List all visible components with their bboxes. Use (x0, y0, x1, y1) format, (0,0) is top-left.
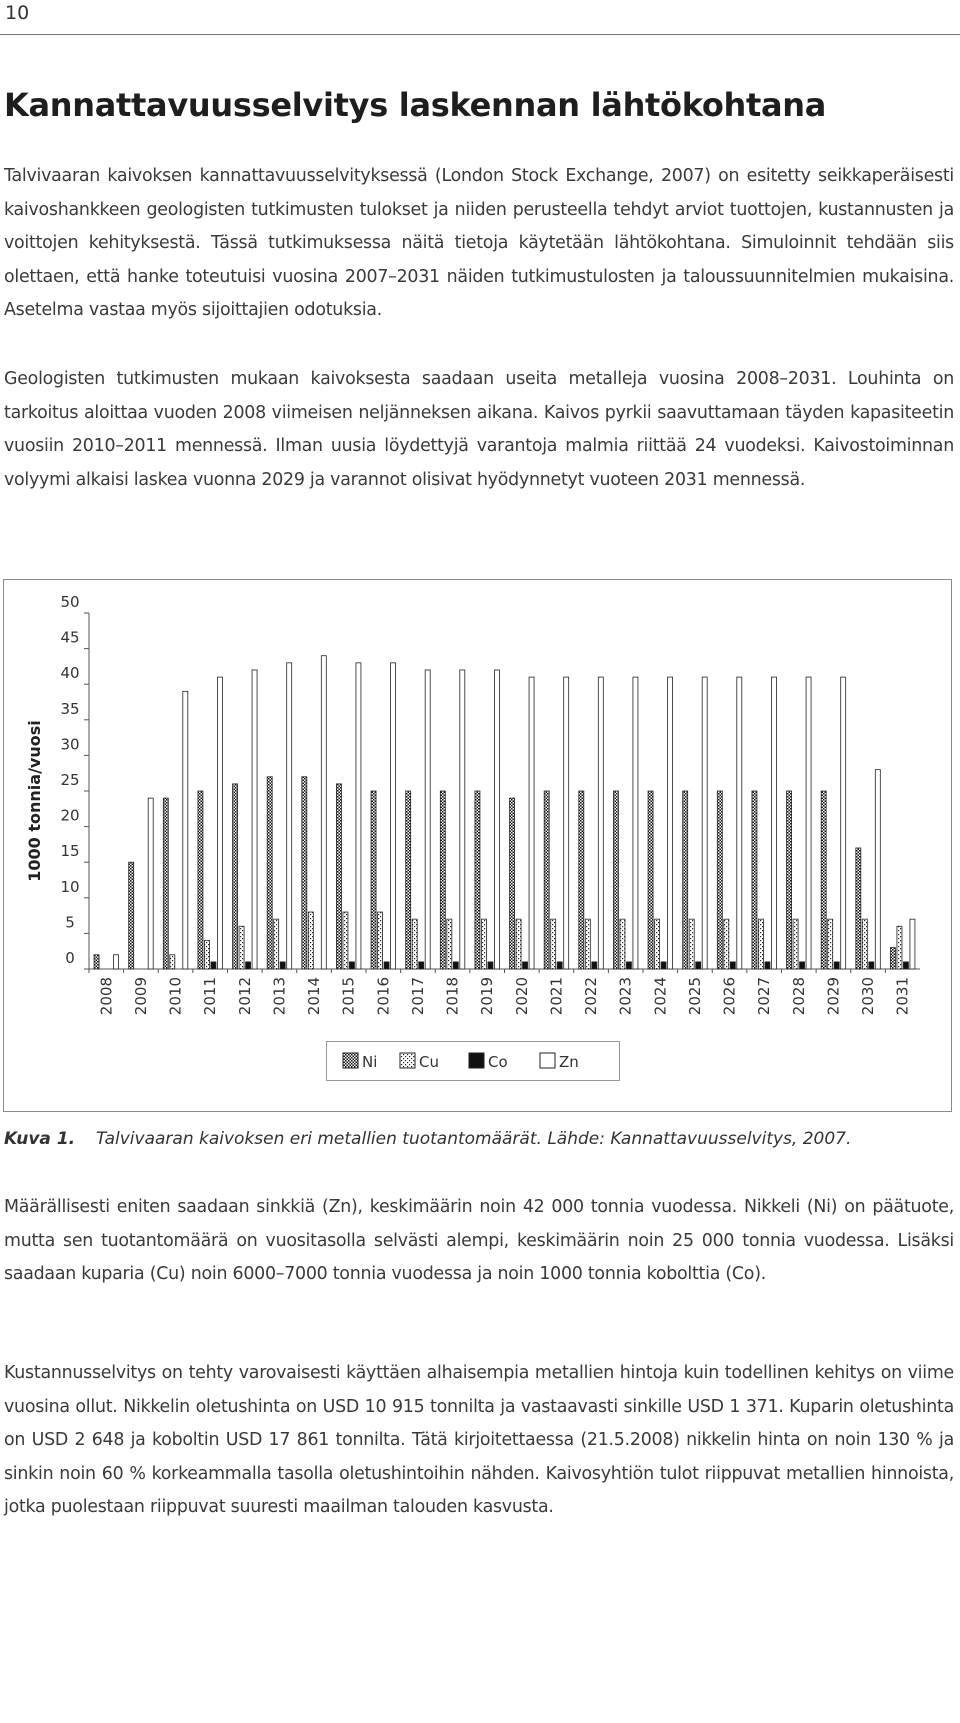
x-tick-label-2012: 2012 (235, 977, 254, 1016)
bar-co-2024 (661, 962, 666, 969)
x-tick-label-2009: 2009 (131, 977, 150, 1016)
bar-cu-2011 (204, 941, 209, 969)
bar-ni-2017 (406, 791, 411, 969)
x-tick-label-2019: 2019 (478, 977, 497, 1016)
x-tick-label-2008: 2008 (97, 977, 116, 1016)
bar-zn-2024 (668, 677, 673, 969)
bar-ni-2024 (648, 791, 653, 969)
bar-ni-2008 (94, 955, 99, 969)
bar-co-2011 (211, 962, 216, 969)
bar-cu-2016 (378, 912, 383, 969)
bar-cu-2021 (551, 919, 556, 969)
bar-co-2028 (800, 962, 805, 969)
bar-zn-2012 (252, 670, 257, 969)
y-tick-label: 40 (60, 664, 80, 683)
bar-co-2017 (419, 962, 424, 969)
x-tick-label-2024: 2024 (651, 977, 670, 1016)
bar-zn-2030 (875, 770, 880, 969)
bar-ni-2013 (267, 777, 272, 969)
x-tick-label-2021: 2021 (547, 977, 566, 1016)
bar-ni-2027 (752, 791, 757, 969)
y-tick-label: 30 (60, 735, 80, 754)
x-tick-label-2028: 2028 (789, 977, 808, 1016)
bar-cu-2027 (758, 919, 763, 969)
bar-zn-2009 (148, 798, 153, 969)
bar-zn-2016 (391, 663, 396, 969)
bar-zn-2026 (737, 677, 742, 969)
bar-co-2026 (730, 962, 735, 969)
bar-ni-2020 (510, 798, 515, 969)
bar-cu-2022 (585, 919, 590, 969)
y-tick-label: 0 (65, 949, 75, 967)
bar-zn-2014 (321, 656, 326, 969)
page-number: 10 (5, 2, 30, 24)
bar-zn-2027 (771, 677, 776, 969)
bar-zn-2017 (425, 670, 430, 969)
bar-ni-2025 (683, 791, 688, 969)
x-tick-label-2016: 2016 (374, 977, 393, 1016)
x-tick-label-2013: 2013 (270, 977, 289, 1016)
bar-cu-2012 (239, 926, 244, 969)
x-tick-label-2030: 2030 (859, 977, 878, 1016)
bar-co-2013 (280, 962, 285, 969)
bar-co-2018 (453, 962, 458, 969)
y-tick-label: 45 (60, 628, 80, 647)
paragraph-intro: Talvivaaran kaivoksen kannattavuusselvityksessä (London Stock Exchange, 2007) on esitetty seikkaperäisesti kaivoshankkeen geologisten tutkimusten tulokset ja niiden perusteella tehdyt arviot tuottojen, kustannusten ja voittojen kehityksestä. Tässä tutkimuksessa näitä tietoja käytetään lähtökohtana. Simuloinnit tehdään siis olettaen, että hanke toteutuisi vuosina 2007–2031 näiden tutkimustulosten ja taloussuunnitelmien mukaisina. Asetelma vastaa myös sijoittajien odotuksia. (4, 166, 954, 321)
bar-ni-2026 (717, 791, 722, 969)
bar-co-2019 (488, 962, 493, 969)
x-tick-label-2014: 2014 (305, 977, 324, 1016)
x-tick-label-2029: 2029 (824, 977, 843, 1016)
paragraph-production: Määrällisesti eniten saadaan sinkkiä (Zn), keskimäärin noin 42 000 tonnia vuodessa. Nikkeli (Ni) on päätuote, mutta sen tuotantomäärä on vuositasolla selvästi alempi, keskimäärin noin 25 000 tonnia vuodessa. Lisäksi saadaan kuparia (Cu) noin 6000–7000 tonnia vuodessa ja noin 1000 tonnia kobolttia (Co). (4, 1197, 954, 1285)
x-tick-label-2017: 2017 (408, 977, 427, 1016)
y-tick-label: 50 (60, 593, 80, 611)
y-axis-title: 1000 tonnia/vuosi (25, 720, 44, 882)
bar-zn-2010 (183, 691, 188, 969)
x-tick-label-2022: 2022 (582, 977, 601, 1016)
bar-zn-2013 (287, 663, 292, 969)
bar-zn-2028 (806, 677, 811, 969)
paragraph-costs: Kustannusselvitys on tehty varovaisesti käyttäen alhaisempia metallien hintoja kuin todellinen kehitys on viime vuosina ollut. Nikkelin oletushinta on USD 10 915 tonnilta ja vastaavasti sinkille USD 1 371. Kuparin oletushinta on USD 2 648 ja koboltin USD 17 861 tonnilta. Tätä kirjoitettaessa (21.5.2008) nikkelin hinta on noin 130 % ja sinkin noin 60 % korkeammalla tasolla oletushintoihin nähden. Kaivosyhtiön tulot riippuvat metallien hinnoista, jotka puolestaan riippuvat suuresti maailman talouden kasvusta. (4, 1363, 954, 1518)
header-rule (0, 34, 960, 35)
y-tick-label: 15 (60, 842, 80, 861)
bar-co-2025 (696, 962, 701, 969)
bar-ni-2010 (163, 798, 168, 969)
bar-cu-2013 (274, 919, 279, 969)
bar-ni-2031 (890, 948, 895, 969)
x-tick-label-2018: 2018 (443, 977, 462, 1016)
bar-cu-2017 (412, 919, 417, 969)
x-tick-label-2020: 2020 (512, 977, 531, 1016)
bar-ni-2014 (302, 777, 307, 969)
bar-ni-2016 (371, 791, 376, 969)
bar-ni-2022 (579, 791, 584, 969)
legend-label-co: Co (488, 1053, 508, 1071)
bar-zn-2022 (598, 677, 603, 969)
bar-cu-2028 (793, 919, 798, 969)
bar-zn-2015 (356, 663, 361, 969)
bar-ni-2019 (475, 791, 480, 969)
figure-number: Kuva 1. (4, 1129, 76, 1149)
bar-cu-2019 (481, 919, 486, 969)
y-tick-label: 10 (60, 877, 80, 896)
bar-ni-2015 (336, 784, 341, 969)
x-tick-label-2026: 2026 (720, 977, 739, 1016)
bar-ni-2009 (129, 862, 134, 969)
section-title: Kannattavuusselvitys laskennan lähtökohtana (4, 86, 827, 124)
legend-label-ni: Ni (362, 1053, 378, 1071)
bar-zn-2019 (494, 670, 499, 969)
figure-caption (4, 1129, 851, 1149)
bar-co-2027 (765, 962, 770, 969)
legend-swatch-zn (540, 1053, 555, 1068)
bar-zn-2031 (910, 919, 915, 969)
bar-co-2015 (349, 962, 354, 969)
bar-zn-2018 (460, 670, 465, 969)
bar-zn-2021 (564, 677, 569, 969)
bar-ni-2018 (440, 791, 445, 969)
bar-cu-2014 (308, 912, 313, 969)
legend-swatch-co (469, 1053, 484, 1068)
bar-zn-2023 (633, 677, 638, 969)
bar-ni-2021 (544, 791, 549, 969)
bar-cu-2015 (343, 912, 348, 969)
x-tick-label-2023: 2023 (616, 977, 635, 1016)
bar-co-2029 (834, 962, 839, 969)
legend-label-zn: Zn (559, 1053, 579, 1071)
x-tick-label-2010: 2010 (166, 977, 185, 1016)
bar-cu-2018 (447, 919, 452, 969)
bar-cu-2029 (828, 919, 833, 969)
bar-zn-2025 (702, 677, 707, 969)
bar-ni-2030 (856, 848, 861, 969)
bar-co-2021 (557, 962, 562, 969)
bar-ni-2028 (787, 791, 792, 969)
bar-zn-2020 (529, 677, 534, 969)
x-tick-label-2031: 2031 (893, 977, 912, 1016)
bar-cu-2020 (516, 919, 521, 969)
x-tick-label-2027: 2027 (755, 977, 774, 1016)
production-chart (4, 580, 950, 1110)
figure-caption-text: Talvivaaran kaivoksen eri metallien tuotantomäärät. Lähde: Kannattavuusselvitys, 2007. (96, 1129, 852, 1149)
y-tick-label: 20 (60, 806, 80, 825)
y-tick-label: 25 (60, 771, 80, 789)
bar-cu-2023 (620, 919, 625, 969)
x-tick-label-2011: 2011 (201, 977, 220, 1016)
bar-co-2020 (523, 962, 528, 969)
bar-cu-2031 (897, 926, 902, 969)
bar-zn-2011 (217, 677, 222, 969)
bar-zn-2008 (114, 955, 119, 969)
bar-cu-2010 (170, 955, 175, 969)
legend-label-cu: Cu (419, 1053, 439, 1071)
bar-cu-2025 (689, 919, 694, 969)
bar-cu-2024 (655, 919, 660, 969)
bar-ni-2029 (821, 791, 826, 969)
y-tick-label: 5 (65, 913, 75, 932)
y-tick-label: 35 (60, 699, 80, 718)
bar-co-2030 (869, 962, 874, 969)
legend-swatch-cu (400, 1053, 415, 1068)
bar-ni-2011 (198, 791, 203, 969)
bar-cu-2030 (862, 919, 867, 969)
bar-ni-2012 (233, 784, 238, 969)
x-tick-label-2025: 2025 (685, 977, 704, 1016)
legend-swatch-ni (343, 1053, 358, 1068)
bar-co-2022 (592, 962, 597, 969)
chart-legend (326, 1041, 620, 1081)
bar-co-2023 (626, 962, 631, 969)
paragraph-geology: Geologisten tutkimusten mukaan kaivoksesta saadaan useita metalleja vuosina 2008–2031. Louhinta on tarkoitus aloittaa vuoden 2008 viimeisen neljänneksen aikana. Kaivos pyrkii saavuttamaan täyden kapasiteetin vuosiin 2010–2011 mennessä. Ilman uusia löydettyjä varantoja malmia riittää 24 vuodeksi. Kaivostoiminnan volyymi alkaisi laskea vuonna 2029 ja varannot olisivat hyödynnetyt vuoteen 2031 mennessä. (4, 369, 954, 490)
bar-co-2031 (903, 962, 908, 969)
chart-frame (3, 579, 952, 1112)
bar-ni-2023 (613, 791, 618, 969)
bar-co-2016 (384, 962, 389, 969)
bar-cu-2026 (724, 919, 729, 969)
x-tick-label-2015: 2015 (339, 977, 358, 1016)
bar-zn-2029 (841, 677, 846, 969)
bar-co-2012 (246, 962, 251, 969)
